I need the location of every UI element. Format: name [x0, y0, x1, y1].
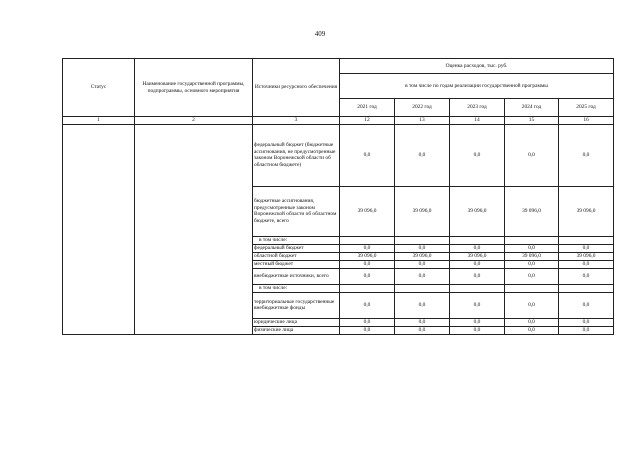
source-cell: в том числе: — [253, 284, 340, 292]
source-cell: физические лица — [253, 326, 340, 334]
header-year: 2022 год — [395, 99, 450, 117]
value-cell: 39 096,0 — [450, 252, 505, 260]
value-cell: 39 096,0 — [340, 252, 395, 260]
value-cell: 0,0 — [395, 268, 450, 284]
source-cell: областной бюджет — [253, 252, 340, 260]
budget-table — [62, 58, 614, 335]
value-cell: 0,0 — [340, 326, 395, 334]
value-cell: 0,0 — [450, 260, 505, 268]
value-cell: 39 096,0 — [395, 252, 450, 260]
value-cell: 0,0 — [340, 124, 395, 186]
value-cell: 39 096,0 — [450, 186, 505, 236]
value-cell — [450, 284, 505, 292]
column-number: 14 — [450, 117, 505, 125]
value-cell: 0,0 — [340, 244, 395, 252]
column-number: 1 — [63, 117, 135, 125]
value-cell — [395, 236, 450, 244]
header-estimate: Оценка расходов, тыс. руб. — [340, 59, 614, 74]
value-cell: 0,0 — [450, 318, 505, 326]
header-year: 2025 год — [559, 99, 614, 117]
value-cell: 39 096,0 — [505, 252, 559, 260]
value-cell — [340, 284, 395, 292]
value-cell: 0,0 — [450, 326, 505, 334]
column-number-row — [63, 117, 614, 125]
value-cell: 0,0 — [505, 244, 559, 252]
value-cell: 39 096,0 — [559, 186, 614, 236]
value-cell: 0,0 — [505, 318, 559, 326]
value-cell: 0,0 — [340, 260, 395, 268]
value-cell: 0,0 — [559, 326, 614, 334]
header-program-name: Наименование государственной программы, подпрограммы, основного мероприятия — [135, 59, 253, 117]
value-cell — [395, 284, 450, 292]
value-cell: 0,0 — [450, 124, 505, 186]
status-cell — [63, 124, 135, 334]
column-number: 15 — [505, 117, 559, 125]
value-cell: 0,0 — [505, 268, 559, 284]
header-year: 2021 год — [340, 99, 395, 117]
source-cell: юридические лица — [253, 318, 340, 326]
column-number: 2 — [135, 117, 253, 125]
header-source: Источники ресурсного обеспечения — [253, 59, 340, 117]
page-number: 409 — [314, 30, 326, 38]
value-cell — [340, 236, 395, 244]
value-cell: 0,0 — [395, 244, 450, 252]
source-cell: в том числе: — [253, 236, 340, 244]
value-cell: 0,0 — [559, 318, 614, 326]
value-cell: 0,0 — [340, 268, 395, 284]
header-year: 2023 год — [450, 99, 505, 117]
column-number: 13 — [395, 117, 450, 125]
source-cell: местный бюджет — [253, 260, 340, 268]
source-cell: территориальные государственные внебюджетные фонды — [253, 292, 340, 318]
header-year: 2024 год — [505, 99, 559, 117]
value-cell: 0,0 — [450, 244, 505, 252]
value-cell: 0,0 — [450, 268, 505, 284]
header-status: Статус — [63, 59, 135, 117]
column-number: 3 — [253, 117, 340, 125]
value-cell: 0,0 — [505, 124, 559, 186]
value-cell: 39 096,0 — [340, 186, 395, 236]
value-cell: 0,0 — [559, 260, 614, 268]
value-cell: 0,0 — [505, 260, 559, 268]
value-cell: 0,0 — [340, 292, 395, 318]
value-cell: 0,0 — [505, 292, 559, 318]
value-cell — [505, 236, 559, 244]
source-cell: федеральный бюджет (бюджетные ассигнования, не предусмотренные законом Воронежской области об областном бюджете) — [253, 124, 340, 186]
column-number: 12 — [340, 117, 395, 125]
value-cell: 0,0 — [395, 260, 450, 268]
value-cell — [450, 236, 505, 244]
source-cell: федеральный бюджет — [253, 244, 340, 252]
value-cell: 0,0 — [559, 244, 614, 252]
value-cell: 0,0 — [395, 124, 450, 186]
value-cell: 0,0 — [559, 124, 614, 186]
value-cell — [559, 284, 614, 292]
program-name-cell — [135, 124, 253, 334]
value-cell: 0,0 — [395, 292, 450, 318]
column-number: 16 — [559, 117, 614, 125]
header-by-years: в том числе по годам реализации государственной программы — [340, 74, 614, 99]
value-cell: 39 096,0 — [559, 252, 614, 260]
value-cell: 0,0 — [395, 318, 450, 326]
source-cell: бюджетные ассигнования, предусмотренные законом Воронежской области об областном бюджете, всего — [253, 186, 340, 236]
value-cell: 0,0 — [395, 326, 450, 334]
value-cell: 0,0 — [450, 292, 505, 318]
value-cell: 0,0 — [559, 268, 614, 284]
value-cell: 39 096,0 — [395, 186, 450, 236]
value-cell: 0,0 — [505, 326, 559, 334]
value-cell — [505, 284, 559, 292]
value-cell: 39 096,0 — [505, 186, 559, 236]
table-row — [63, 124, 614, 186]
value-cell — [559, 236, 614, 244]
value-cell: 0,0 — [340, 318, 395, 326]
source-cell: внебюджетные источники, всего — [253, 268, 340, 284]
value-cell: 0,0 — [559, 292, 614, 318]
